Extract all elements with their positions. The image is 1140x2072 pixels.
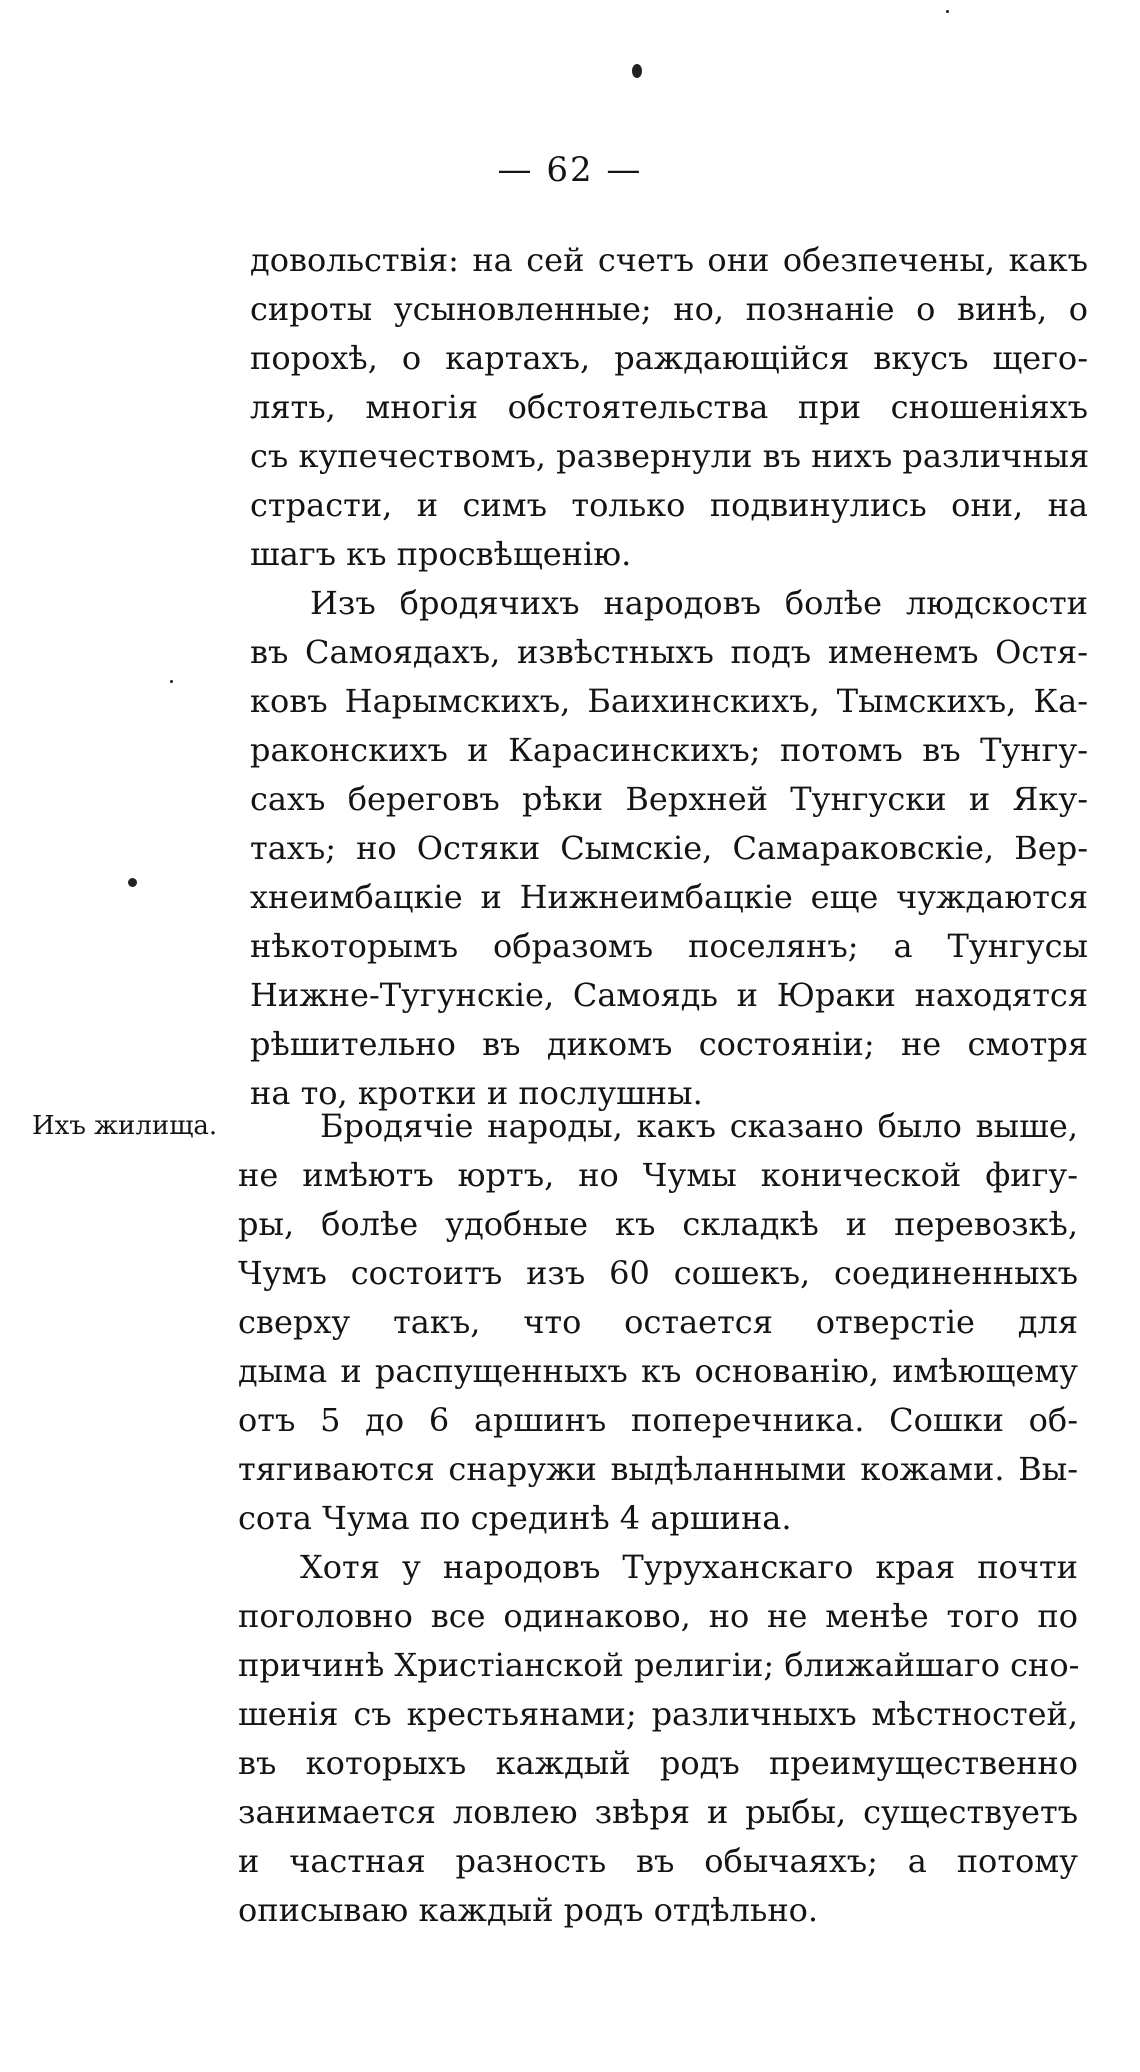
text-line: сироты усыновленные; но, познаніе о винѣ, о (250, 290, 1088, 328)
text-line: довольствія: на сей счетъ они обезпечены, какъ (250, 241, 1088, 279)
ink-speck (170, 680, 173, 683)
text-line: шенія съ крестьянами; различныхъ мѣстностей, (238, 1695, 1078, 1733)
text-line: ры, болѣе удобные къ складкѣ и перевозкѣ, (238, 1205, 1078, 1243)
text-line: Хотя у народовъ Туруханскаго края почти (300, 1548, 1078, 1586)
ink-speck (128, 878, 137, 887)
text-line: сверху такъ, что остается отверстіе для (238, 1303, 1078, 1341)
text-line: занимается ловлею звѣря и рыбы, существуетъ (238, 1793, 1078, 1831)
text-line: лять, многія обстоятельства при сношеніяхъ (250, 388, 1088, 426)
text-line: и частная разность въ обычаяхъ; а потому (238, 1842, 1078, 1880)
text-line: съ купечествомъ, развернули въ нихъ различныя (250, 437, 1090, 475)
margin-note: Ихъ жилища. (32, 1111, 218, 1141)
text-line: шагъ къ просвѣщенію. (250, 535, 632, 573)
page-number: — 62 — (497, 150, 643, 190)
text-line: отъ 5 до 6 аршинъ поперечника. Сошки об- (238, 1401, 1078, 1439)
text-line: раконскихъ и Карасинскихъ; потомъ въ Тунгу- (250, 731, 1088, 769)
text-line: ковъ Нарымскихъ, Баихинскихъ, Тымскихъ, Ка- (250, 682, 1088, 720)
text-line: Изъ бродячихъ народовъ болѣе людскости (310, 584, 1088, 622)
text-line: въ которыхъ каждый родъ преимущественно (238, 1744, 1078, 1782)
text-line: не имѣютъ юртъ, но Чумы конической фигу- (238, 1156, 1078, 1194)
text-line: нѣкоторымъ образомъ поселянъ; а Тунгусы (250, 927, 1088, 965)
text-line: причинѣ Христіанской религіи; ближайшаго сно- (238, 1646, 1080, 1684)
text-line: въ Самоядахъ, извѣстныхъ подъ именемъ Остя- (250, 633, 1088, 671)
text-line: на то, кротки и послушны. (250, 1074, 703, 1112)
text-line: Бродячіе народы, какъ сказано было выше, (320, 1107, 1078, 1145)
text-line: Чумъ состоитъ изъ 60 сошекъ, соединенныхъ (238, 1254, 1078, 1292)
text-line: описываю каждый родъ отдѣльно. (238, 1891, 819, 1929)
text-line: поголовно все одинаково, но не менѣе того по (238, 1597, 1078, 1635)
text-line: сота Чума по срединѣ 4 аршина. (238, 1499, 792, 1537)
text-line: порохѣ, о картахъ, раждающійся вкусъ щего- (250, 339, 1088, 377)
text-line: Нижне-Тугунскіе, Самоядь и Юраки находятся (250, 976, 1088, 1014)
text-line: тахъ; но Остяки Сымскіе, Самараковскіе, Вер- (250, 829, 1088, 867)
ink-speck (632, 64, 642, 78)
text-line: хнеимбацкіе и Нижнеимбацкіе еще чуждаются (250, 878, 1088, 916)
text-line: страсти, и симъ только подвинулись они, на (250, 486, 1088, 524)
text-line: рѣшительно въ дикомъ состояніи; не смотря (250, 1025, 1088, 1063)
text-line: тягиваются снаружи выдѣланными кожами. Вы- (238, 1450, 1078, 1488)
text-line: сахъ береговъ рѣки Верхней Тунгуски и Яку- (250, 780, 1088, 818)
text-line: дыма и распущенныхъ къ основанію, имѣющему (238, 1352, 1078, 1390)
ink-speck (946, 10, 949, 13)
